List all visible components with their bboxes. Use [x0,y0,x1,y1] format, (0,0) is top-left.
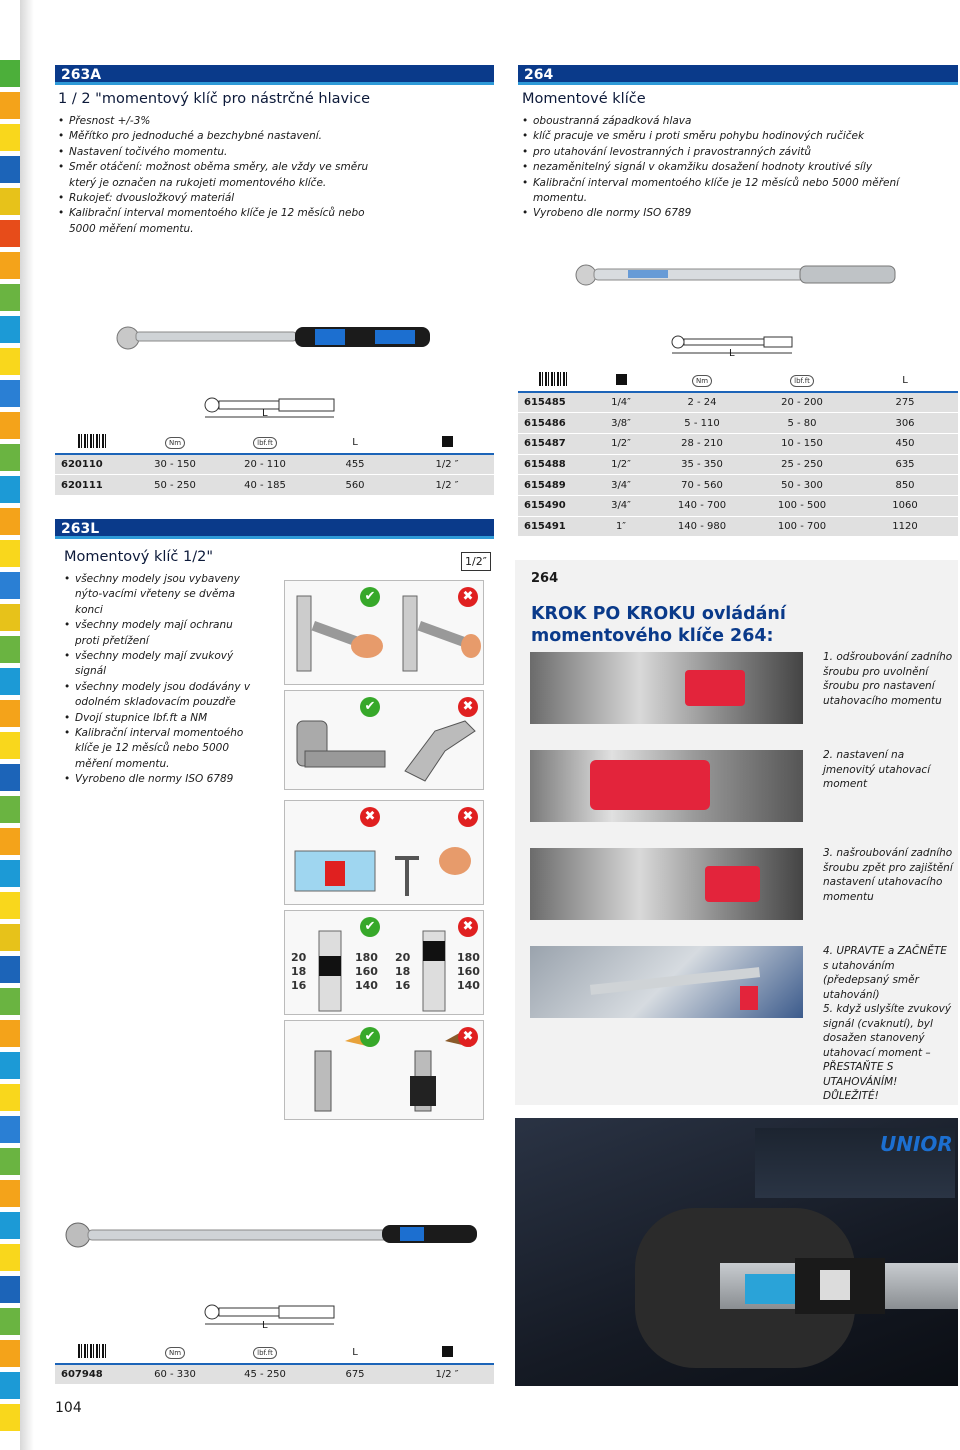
cell-lbf: 20 - 200 [752,392,852,413]
step-photo-2 [530,750,803,822]
step-caption-2: 2. nastavení na jmenovitý utahovací moment [823,749,931,790]
color-tab [0,700,20,727]
cell-lbf: 10 - 150 [752,433,852,454]
cell-lbf: 20 - 110 [220,454,310,475]
color-tab [0,220,20,247]
step-text-5: 5. když uslyšíte zvukový signál (cvaknutí), byl dosažen stanovený utahovací moment – PŘESTAŇTE S UTAHOVÁNÍM! [823,1003,952,1088]
nm-icon: Nm [165,1347,185,1359]
cell-code: 620111 [55,475,130,496]
color-tab [0,988,20,1015]
bullet-item: • nezaměnitelný signál v okamžiku dosažení hodnoty kroutivé síly [522,160,942,175]
strip-shadow [20,0,34,1450]
cross-icon: ✖ [458,587,478,607]
bullet-list-263l [64,572,254,788]
color-tab [0,540,20,567]
cell-lbf: 25 - 250 [752,454,852,475]
step-photo-1 [530,652,803,724]
cell-drive: 1/4″ [590,392,652,413]
dimension-label: L [262,408,268,419]
spec-table-264 [518,370,958,537]
lbf-icon: lbf.ft [790,375,814,387]
cell-code: 615486 [518,413,590,434]
bullet-item: • Kalibrační interval momentoého klíče je 12 měsíců nebo 5000 měření momentu. [522,176,942,207]
color-tab [0,1340,20,1367]
color-tab [0,796,20,823]
cross-icon: ✖ [458,917,478,937]
check-icon: ✔ [360,587,380,607]
color-tab [0,188,20,215]
section-title-263l: Momentový klíč 1/2" [64,549,213,565]
color-tab [0,764,20,791]
section-header-263l [55,519,494,539]
step-photo-4 [530,946,803,1018]
cell-length: 455 [310,454,400,475]
bullet-item: • všechny modely jsou vybaveny nýto-vacími vřeteny se dvěma konci [64,572,254,618]
cell-length: 850 [852,475,958,496]
bullet-item: • všechny modely mají zvukový signál [64,649,254,680]
section-code: 263L [61,521,100,537]
color-tab [0,380,20,407]
steps-title: KROK PO KROKU ovládání momentového klíče 264: [531,604,786,646]
cell-nm: 2 - 24 [652,392,752,413]
color-tab [0,956,20,983]
cell-lbf: 100 - 500 [752,495,852,516]
color-tab [0,1180,20,1207]
page-number: 104 [55,1400,82,1416]
cell-code: 607948 [55,1364,130,1385]
check-icon: ✔ [360,697,380,717]
cell-code: 615488 [518,454,590,475]
table-row [518,392,958,413]
bullet-item: • Nastavení točivého momentu. [58,145,378,160]
color-tab [0,572,20,599]
scale-window [820,1270,850,1300]
nm-icon: Nm [692,375,712,387]
color-tab [0,732,20,759]
cell-nm: 70 - 560 [652,475,752,496]
bullet-list-263a [58,114,378,237]
spec-table-263l [55,1342,494,1385]
bullet-list-264 [522,114,942,222]
usage-pictogram-3 [284,800,484,905]
color-tab [0,412,20,439]
scale-left-a: 20 18 16 [291,951,307,992]
table-row [55,475,494,496]
cell-drive: 3/8″ [590,413,652,434]
bullet-item: • pro utahování levostranných i pravostranných závitů [522,145,942,160]
cell-length: 675 [310,1364,400,1385]
color-tab [0,1148,20,1175]
color-tab [0,1116,20,1143]
square-drive-icon [442,1346,453,1357]
cell-drive: 1/2″ [590,454,652,475]
table-header-row [55,1342,494,1364]
color-tab [0,284,20,311]
cell-lbf: 45 - 250 [220,1364,310,1385]
bullet-item: • všechny modely jsou dodávány v odolném skladovacím pouzdře [64,680,254,711]
table-row [55,1364,494,1385]
table-row [518,516,958,537]
table-row [518,413,958,434]
color-tab [0,1084,20,1111]
color-tab [0,604,20,631]
cell-nm: 30 - 150 [130,454,220,475]
brand-logo: UNIOR [880,1132,953,1156]
drive-size-badge: 1/2″ [461,552,491,571]
bullet-item: • Kalibrační interval momentoého klíče je 12 měsíců nebo 5000 měření momentu. [58,206,378,237]
color-tab [0,156,20,183]
table-row [518,475,958,496]
red-knob [590,760,710,810]
cell-nm: 140 - 980 [652,516,752,537]
red-knob [705,866,760,902]
table-row [55,454,494,475]
product-photo [515,1118,958,1386]
color-tab [0,892,20,919]
lbf-icon: lbf.ft [253,437,277,449]
table-row [518,433,958,454]
bullet-item: • Dvojí stupnice lbf.ft a NM [64,711,254,726]
cell-code: 615490 [518,495,590,516]
cell-code: 615489 [518,475,590,496]
color-tab [0,1052,20,1079]
cell-length: 635 [852,454,958,475]
bullet-item: • všechny modely mají ochranu proti přetížení [64,618,254,649]
check-icon: ✔ [360,917,380,937]
color-tab [0,1276,20,1303]
section-header-263a [55,65,494,85]
bullet-item: • Měřítko pro jednoduché a bezchybné nastavení. [58,129,378,144]
dimension-diagram-263l [200,1302,340,1330]
color-tab [0,668,20,695]
cross-icon: ✖ [458,697,478,717]
barcode-icon [78,1344,108,1358]
square-drive-icon [442,436,453,447]
bullet-item: • Vyrobeno dle normy ISO 6789 [64,772,254,787]
bullet-item: • klíč pracuje ve směru i proti směru pohybu hodinových ručiček [522,129,942,144]
table-row [518,495,958,516]
spec-table-263a [55,432,494,496]
step-caption-3: 3. našroubování zadního šroubu zpět pro zajištění nastavení utahovacího momentu [823,847,953,903]
step-caption-4 [823,944,953,1104]
usage-pictogram-4 [284,910,484,1015]
cell-drive: 1″ [590,516,652,537]
table-header-row [55,432,494,454]
red-knob [685,670,745,706]
step-text-4: 4. UPRAVTE a ZAČNĚTE s utahováním (předepsaný směr utahování) [823,945,947,1001]
length-header: L [310,432,400,454]
torque-wrench-image-264 [570,258,900,294]
bullet-item: • oboustranná západková hlava [522,114,942,129]
color-tab [0,1020,20,1047]
usage-pictogram-2 [284,690,484,790]
color-tab-strip [0,60,20,1436]
color-tab [0,124,20,151]
color-tab [0,316,20,343]
steps-code: 264 [531,571,559,586]
section-header-264 [518,65,958,85]
cell-nm: 140 - 700 [652,495,752,516]
cell-drive: 1/2 ″ [400,1364,494,1385]
step-caption-1: 1. odšroubování zadního šroubu pro uvolnění šroubu pro nastavení utahovacího momentu [823,651,953,707]
cell-nm: 50 - 250 [130,475,220,496]
cell-drive: 3/4″ [590,495,652,516]
table-row [518,454,958,475]
scale-right-b: 180 160 140 [457,951,480,992]
bullet-item: • Kalibrační interval momentoého klíče je 12 měsíců nebo 5000 měření momentu. [64,726,254,772]
color-tab [0,1308,20,1335]
cell-drive: 3/4″ [590,475,652,496]
section-title-264: Momentové klíče [522,91,646,107]
color-tab [0,1244,20,1271]
cell-length: 560 [310,475,400,496]
cell-lbf: 50 - 300 [752,475,852,496]
cell-length: 275 [852,392,958,413]
cell-code: 615491 [518,516,590,537]
step-photo-3 [530,848,803,920]
color-tab [0,508,20,535]
cell-length: 1120 [852,516,958,537]
bullet-item: • Přesnost +/-3% [58,114,378,129]
cell-nm: 60 - 330 [130,1364,220,1385]
color-tab [0,476,20,503]
dimension-diagram-263a [200,395,340,425]
color-tab [0,1404,20,1431]
cell-drive: 1/2″ [590,433,652,454]
cell-nm: 35 - 350 [652,454,752,475]
color-tab [0,348,20,375]
scale-right-a: 180 160 140 [355,951,378,992]
color-tab [0,828,20,855]
length-header: L [310,1342,400,1364]
cross-icon: ✖ [360,807,380,827]
cell-nm: 5 - 110 [652,413,752,434]
cell-drive: 1/2 ″ [400,475,494,496]
color-tab [0,92,20,119]
cell-length: 450 [852,433,958,454]
blue-grip [745,1274,795,1304]
scale-left-b: 20 18 16 [395,951,411,992]
cell-length: 1060 [852,495,958,516]
cell-code: 620110 [55,454,130,475]
barcode-icon [539,372,569,386]
cross-icon: ✖ [458,1027,478,1047]
bullet-item: • Rukojeť: dvousložkový materiál [58,191,378,206]
color-tab [0,444,20,471]
red-arrow [740,986,758,1010]
bullet-item: • Vyrobeno dle normy ISO 6789 [522,206,942,221]
color-tab [0,60,20,87]
cross-icon: ✖ [458,807,478,827]
cell-lbf: 5 - 80 [752,413,852,434]
cell-nm: 28 - 210 [652,433,752,454]
lbf-icon: lbf.ft [253,1347,277,1359]
bullet-item: • Směr otáčení: možnost oběma směry, ale vždy ve směru který je označen na rukojeti momentového klíče. [58,160,378,191]
square-drive-icon [616,374,627,385]
color-tab [0,1372,20,1399]
usage-pictogram-1 [284,580,484,685]
check-icon: ✔ [360,1027,380,1047]
dimension-label: L [262,1320,268,1331]
color-tab [0,636,20,663]
torque-wrench-image-263a [110,318,440,358]
wrench-shape [590,967,760,995]
cell-length: 306 [852,413,958,434]
cell-lbf: 100 - 700 [752,516,852,537]
cell-code: 615487 [518,433,590,454]
cell-drive: 1/2 ″ [400,454,494,475]
cell-lbf: 40 - 185 [220,475,310,496]
color-tab [0,252,20,279]
cell-code: 615485 [518,392,590,413]
section-code: 264 [524,67,554,83]
barcode-icon [78,434,108,448]
section-title-263a: 1 / 2 "momentový klíč pro nástrčné hlavice [58,91,371,107]
table-header-row [518,370,958,392]
torque-wrench-image-263l [62,1217,482,1253]
section-code: 263A [61,67,102,83]
color-tab [0,924,20,951]
step-important: DŮLEŽITÉ! [823,1090,879,1102]
dimension-label: L [729,348,735,359]
length-header: L [852,370,958,392]
color-tab [0,860,20,887]
color-tab [0,1212,20,1239]
usage-pictogram-5 [284,1020,484,1120]
nm-icon: Nm [165,437,185,449]
